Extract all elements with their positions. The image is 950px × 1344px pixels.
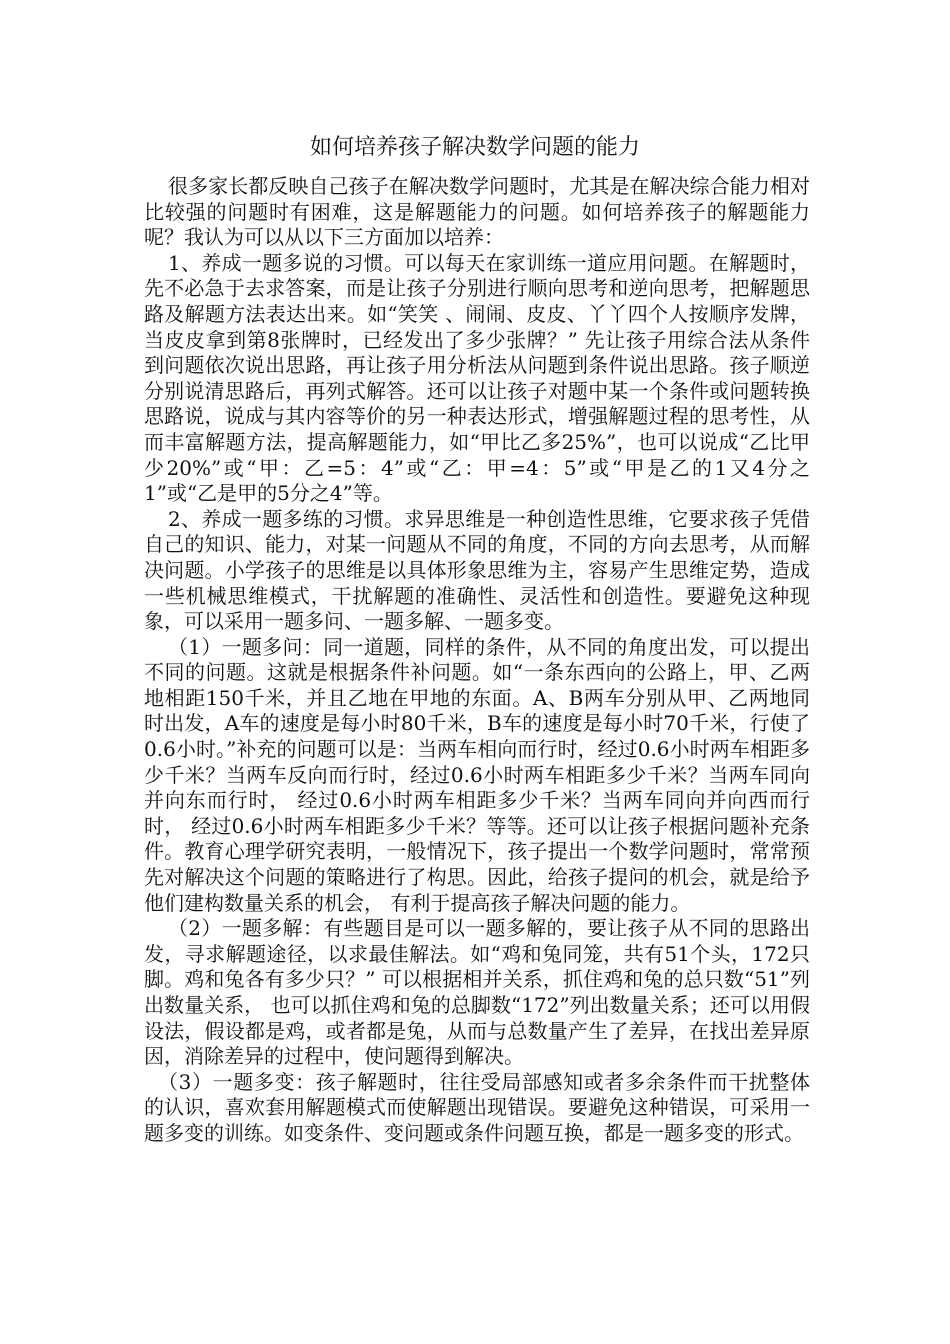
section-2-2-paragraph: （2）一题多解：有些题目是可以一题多解的，要让孩子从不同的思路出发，寻求解题途径，以求最佳解法。如“鸡和兔同笼，共有51个头，172只脚。鸡和兔各有多少只？” 可以根据相并关系，抓住鸡和兔的总只数“51”列出数量关系， 也可以抓住鸡和兔的总脚数“172”列出数量关系；还可以用假设法，假设都是鸡，或者都是兔，从而与总数量产生了差异，在找出差异原因，消除差异的过程中，使问题得到解决。 (144, 916, 810, 1069)
section-1-paragraph: 1、养成一题多说的习惯。可以每天在家训练一道应用问题。在解题时，先不必急于去求答案，而是让孩子分别进行顺向思考和逆向思考，把解题思路及解题方法表达出来。如“笑笑 、闹闹、皮皮、丫丫四个人按顺序发牌，当皮皮拿到第8张牌时，已经发出了多少张牌？” 先让孩子用综合法从条件到问题依次说出思路，再让孩子用分析法从问题到条件说出思路。孩子顺逆分别说清思路后，再列式解答。还可以让孩子对题中某一个条件或问题转换思路说，说成与其内容等价的另一种表达形式，增强解题过程的思考性，从而丰富解题方法，提高解题能力，如“甲比乙多25%”，也可以说成“乙比甲少20%”或“甲：乙=5：4”或“乙：甲=4：5”或“甲是乙的1又4分之1”或“乙是甲的5分之4”等。 (144, 250, 810, 506)
intro-paragraph: 很多家长都反映自己孩子在解决数学问题时，尤其是在解决综合能力相对比较强的问题时有困难，这是解题能力的问题。如何培养孩子的解题能力呢？我认为可以从以下三方面加以培养： (144, 174, 810, 250)
section-2-paragraph: 2、养成一题多练的习惯。求异思维是一种创造性思维，它要求孩子凭借自己的知识、能力，对某一问题从不同的角度，不同的方向去思考，从而解决问题。小学孩子的思维是以具体形象思维为主，容易产生思维定势，造成一些机械思维模式，干扰解题的准确性、灵活性和创造性。要避免这种现象，可以采用一题多问、一题多解、一题多变。 (144, 506, 810, 634)
section-2-3-paragraph: （3）一题多变：孩子解题时，往往受局部感知或者多余条件而干扰整体的认识，喜欢套用解题模式而使解题出现错误。要避免这种错误，可采用一题多变的训练。如变条件、变问题或条件问题互换，都是一题多变的形式。 (144, 1069, 810, 1145)
document-title: 如何培养孩子解决数学问题的能力 (309, 135, 640, 160)
section-2-1-paragraph: （1）一题多问：同一道题，同样的条件，从不同的角度出发，可以提出不同的问题。这就是根据条件补问题。如“一条东西向的公路上，甲、乙两地相距150千米，并且乙地在甲地的东面。A、B两车分别从甲、乙两地同时出发，A车的速度是每小时80千米，B车的速度是每小时70千米，行使了0.6小时。”补充的问题可以是：当两车相向而行时，经过0.6小时两车相距多少千米？当两车反向而行时，经过0.6小时两车相距多少千米？当两车同向并向东而行时， 经过0.6小时两车相距多少千米？当两车同向并向西而行时， 经过0.6小时两车相距多少千米？等等。还可以让孩子根据问题补充条件。教育心理学研究表明，一般情况下，孩子提出一个数学问题时，常常预先对解决这个问题的策略进行了构思。因此，给孩子提问的机会，就是给予他们建构数量关系的机会， 有利于提高孩子解决问题的能力。 (144, 634, 810, 915)
document-body (144, 174, 810, 1147)
